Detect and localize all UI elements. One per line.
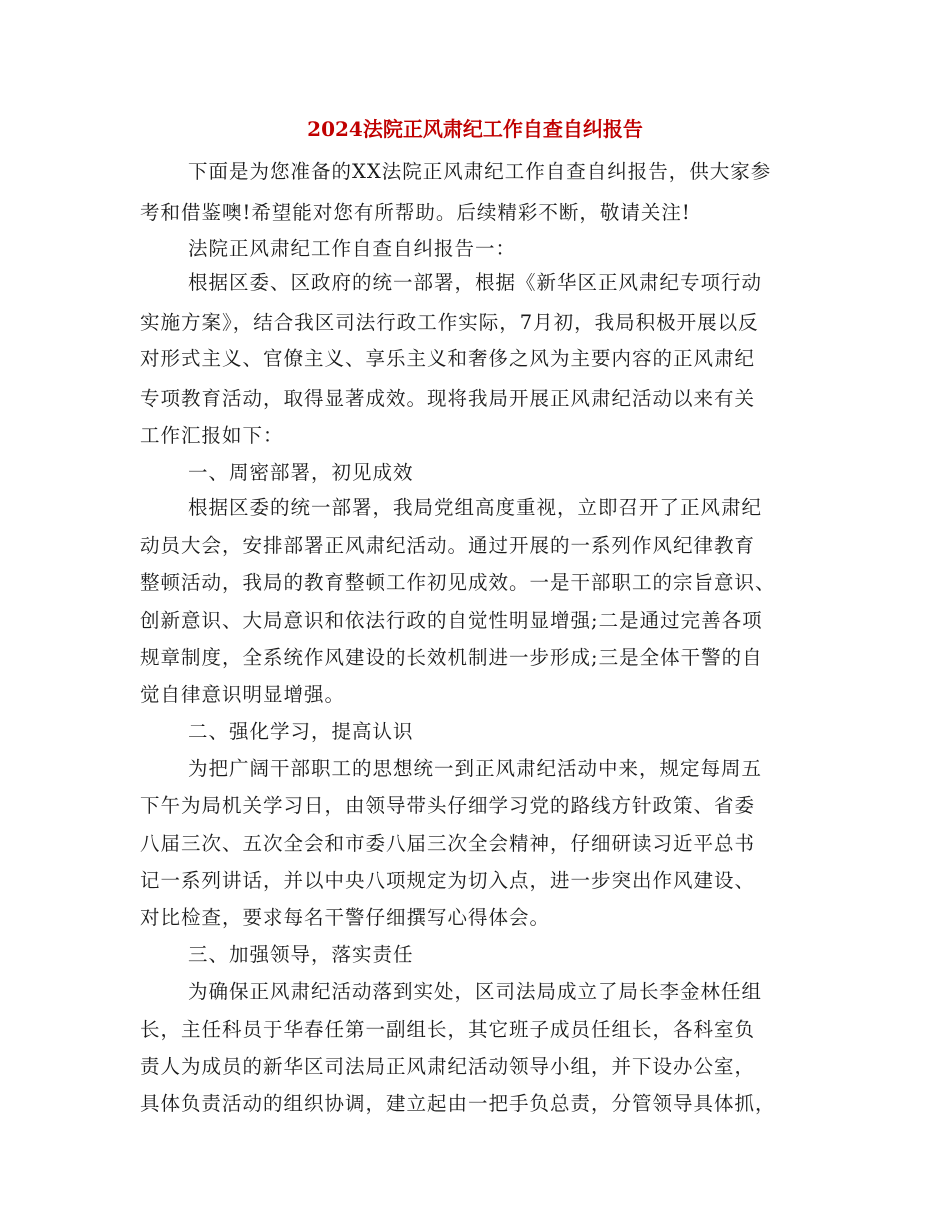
- paragraph-line: 动员大会，安排部署正风肃纪活动。通过开展的一系列作风纪律教育: [140, 534, 756, 557]
- paragraph-line: 觉自律意识明显增强。: [140, 683, 346, 706]
- paragraph-line: 对比检查，要求每名干警仔细撰写心得体会。: [140, 906, 551, 929]
- paragraph-line: 为确保正风肃纪活动落到实处，区司法局成立了局长李金林任组: [188, 980, 763, 1003]
- paragraph-line: 下面是为您准备的XX法院正风肃纪工作自查自纠报告，供大家参: [188, 160, 772, 183]
- paragraph-line: 责人为成员的新华区司法局正风肃纪活动领导小组，并下设办公室，: [140, 1055, 756, 1078]
- paragraph-line: 专项教育活动，取得显著成效。现将我局开展正风肃纪活动以来有关: [140, 387, 756, 410]
- section-heading: 二、强化学习，提高认识: [188, 720, 414, 743]
- paragraph-line: 整顿活动，我局的教育整顿工作初见成效。一是干部职工的宗旨意识、: [140, 571, 776, 594]
- paragraph-line: 记一系列讲话，并以中央八项规定为切入点，进一步突出作风建设、: [140, 869, 756, 892]
- paragraph-line: 根据区委、区政府的统一部署，根据《新华区正风肃纪专项行动: [188, 271, 763, 294]
- paragraph-line: 实施方案》，结合我区司法行政工作实际，7月初，我局积极开展以反: [140, 311, 759, 334]
- paragraph-line: 工作汇报如下：: [140, 424, 284, 447]
- section-heading: 三、加强领导，落实责任: [188, 943, 414, 966]
- paragraph-line: 下午为局机关学习日，由领导带头仔细学习党的路线方针政策、省委: [140, 794, 756, 817]
- paragraph-line: 创新意识、大局意识和依法行政的自觉性明显增强;二是通过完善各项: [140, 609, 763, 632]
- paragraph-line: 为把广阔干部职工的思想统一到正风肃纪活动中来，规定每周五: [188, 757, 763, 780]
- paragraph-line: 规章制度，全系统作风建设的长效机制进一步形成;三是全体干警的自: [140, 646, 763, 669]
- paragraph-line: 具体负责活动的组织协调，建立起由一把手负总责，分管领导具体抓，: [140, 1092, 776, 1115]
- paragraph-line: 长，主任科员于华春任第一副组长，其它班子成员任组长，各科室负: [140, 1018, 756, 1041]
- paragraph-line: 法院正风肃纪工作自查自纠报告一：: [188, 237, 517, 260]
- section-heading: 一、周密部署，初见成效: [188, 461, 414, 484]
- paragraph-line: 对形式主义、官僚主义、享乐主义和奢侈之风为主要内容的正风肃纪: [140, 347, 756, 370]
- paragraph-line: 考和借鉴噢!希望能对您有所帮助。后续精彩不断，敬请关注!: [140, 201, 691, 224]
- paragraph-line: 八届三次、五次全会和市委八届三次全会精神，仔细研读习近平总书: [140, 832, 756, 855]
- paragraph-line: 根据区委的统一部署，我局党组高度重视，立即召开了正风肃纪: [188, 496, 763, 519]
- document-title: 2024法院正风肃纪工作自查自纠报告: [307, 117, 643, 141]
